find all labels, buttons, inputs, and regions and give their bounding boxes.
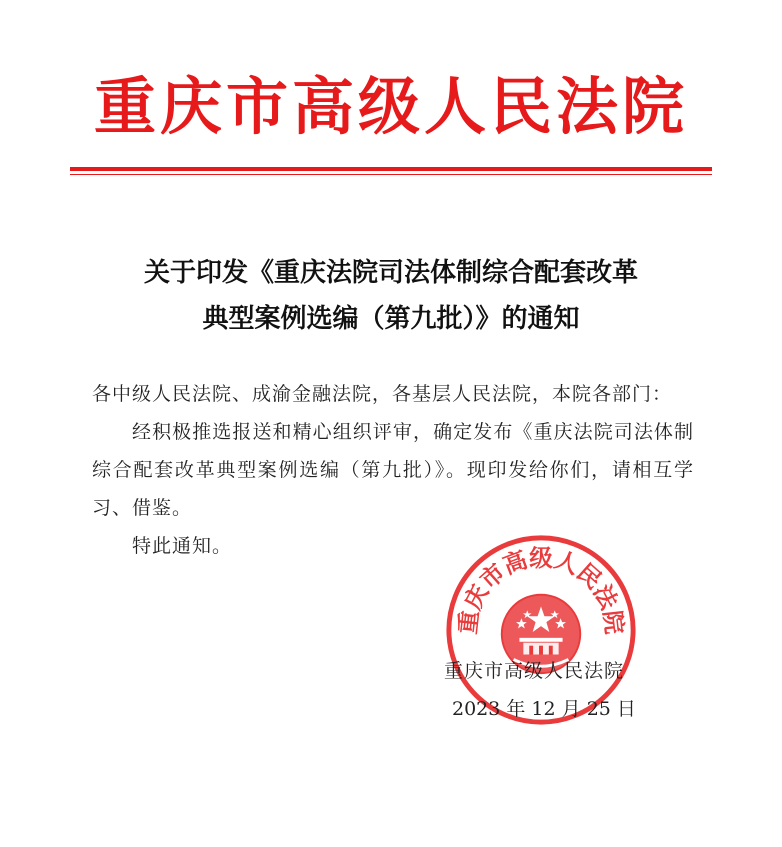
signature-block [444,652,654,728]
document-title [70,250,712,342]
main-paragraph: 经积极推选报送和精心组织评审，确定发布《重庆法院司法体制综合配套改革典型案例选编（第九批）》。现印发给你们，请相互学习、借鉴。 [92,421,694,519]
document-title-line-2: 典型案例选编（第九批）》的通知 [202,304,580,334]
signature-date: 2023 年 12 月 25 日 [452,698,636,720]
issuing-organization-header: 重庆市高级人民法院 [93,70,688,143]
signature-organization: 重庆市高级人民法院 [444,660,625,682]
document-title-line-1: 关于印发《重庆法院司法体制综合配套改革 [143,258,638,288]
header-divider-thick [70,167,712,171]
seal-text: 重庆市高级人民法院 [453,543,629,636]
header-divider-thin [70,174,712,175]
salutation: 各中级人民法院、成渝金融法院，各基层人民法院，本院各部门： [92,383,673,405]
closing-line: 特此通知。 [132,535,233,557]
